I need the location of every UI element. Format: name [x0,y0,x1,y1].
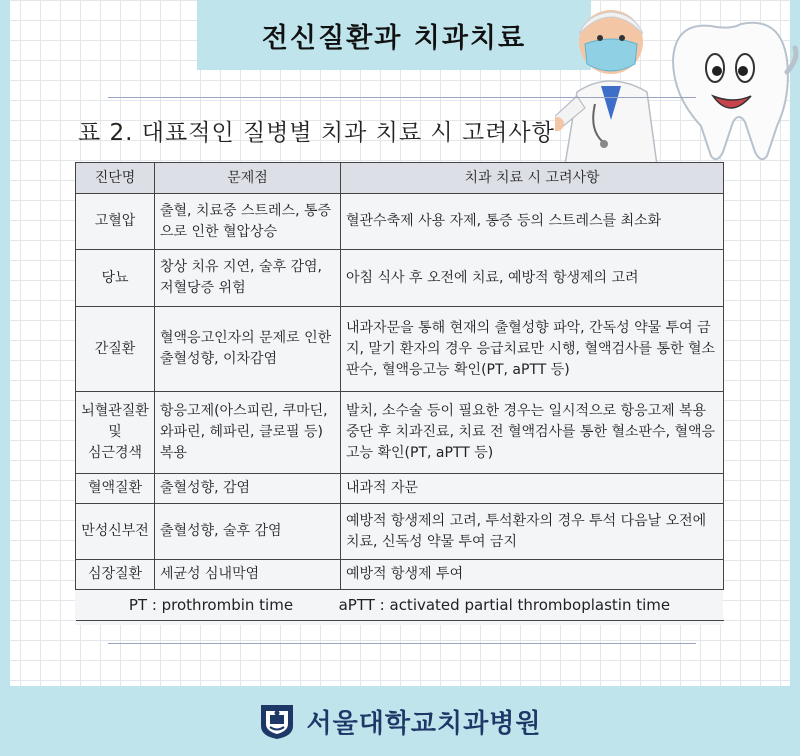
diagnosis-cell: 혈액질환 [76,474,155,504]
dentist-tooth-illustration [555,0,800,165]
consideration-cell: 예방적 항생제의 고려, 투석환자의 경우 투석 다음날 오전에 치료, 신독성 약물 투여 금지 [341,504,724,560]
table-header-row [76,163,724,194]
diagnosis-line: 뇌혈관질환 [81,403,149,419]
consideration-cell: 예방적 항생제 투여 [341,560,724,590]
table-row [76,560,724,590]
dentist-doctor-icon [555,10,657,165]
footnote-row [76,590,724,621]
diagnosis-line: 심근경색 [87,445,143,461]
diagnosis-cell: 만성신부전 [76,504,155,560]
consideration-cell: 혈관수축제 사용 자제, 통증 등의 스트레스를 최소화 [341,194,724,250]
column-header-diagnosis: 진단명 [76,163,155,194]
problem-cell: 출혈, 치료중 스트레스, 통증으로 인한 혈압상승 [155,194,341,250]
consideration-cell: 내과적 자문 [341,474,724,504]
table-heading: 표 2. 대표적인 질병별 치과 치료 시 고려사항 [78,120,555,146]
diagnosis-line: 및 [108,424,122,440]
tooth-mascot-icon [673,23,796,159]
problem-cell: 출혈성향, 술후 감염 [155,504,341,560]
problem-cell: 세균성 심내막염 [155,560,341,590]
problem-cell: 출혈성향, 감염 [155,474,341,504]
diagnosis-cell: 당뇨 [76,250,155,307]
problem-cell: 창상 치유 지연, 술후 감염, 저혈당증 위험 [155,250,341,307]
table-row [76,504,724,560]
footnote-aptt: aPTT : activated partial thromboplastin time [338,595,671,614]
table-row [76,392,724,474]
hospital-logo-icon [258,702,296,740]
problem-cell: 항응고제(아스피린, 쿠마딘, 와파린, 헤파린, 클로필 등) 복용 [155,392,341,474]
table-container [75,162,723,625]
column-header-consideration: 치과 치료 시 고려사항 [341,163,724,194]
title-banner [197,0,591,70]
left-accent-bar [0,0,10,686]
footnote-cell [76,590,724,621]
top-divider [108,97,696,98]
bottom-divider [108,643,696,644]
consideration-cell: 아침 식사 후 오전에 치료, 예방적 항생제의 고려 [341,250,724,307]
footer-bar [0,686,800,756]
hospital-name: 서울대학교치과병원 [306,708,542,739]
diagnosis-cell [76,392,155,474]
diagnosis-cell: 고혈압 [76,194,155,250]
consideration-cell: 발치, 소수술 등이 필요한 경우는 일시적으로 항응고제 복용 중단 후 치과진료, 치료 전 혈액검사를 통한 혈소판수, 혈액응고능 확인(PT, aPTT 등) [341,392,724,474]
footnote-pt: PT : prothrombin time [128,595,294,614]
diagnosis-cell: 간질환 [76,307,155,392]
column-header-problem: 문제점 [155,163,341,194]
problem-cell: 혈액응고인자의 문제로 인한 출혈성향, 이차감염 [155,307,341,392]
banner-title: 전신질환과 치과치료 [261,22,527,54]
table-row [76,307,724,392]
table-row [76,194,724,250]
table-row [76,474,724,504]
diagnosis-cell: 심장질환 [76,560,155,590]
table-row [76,250,724,307]
consideration-cell: 내과자문을 통해 현재의 출혈성향 파악, 간독성 약물 투여 금지, 말기 환자의 경우 응급치료만 시행, 혈액검사를 통한 혈소판수, 혈액응고능 확인(PT, aPTT 등) [341,307,724,392]
consideration-table [75,162,724,621]
